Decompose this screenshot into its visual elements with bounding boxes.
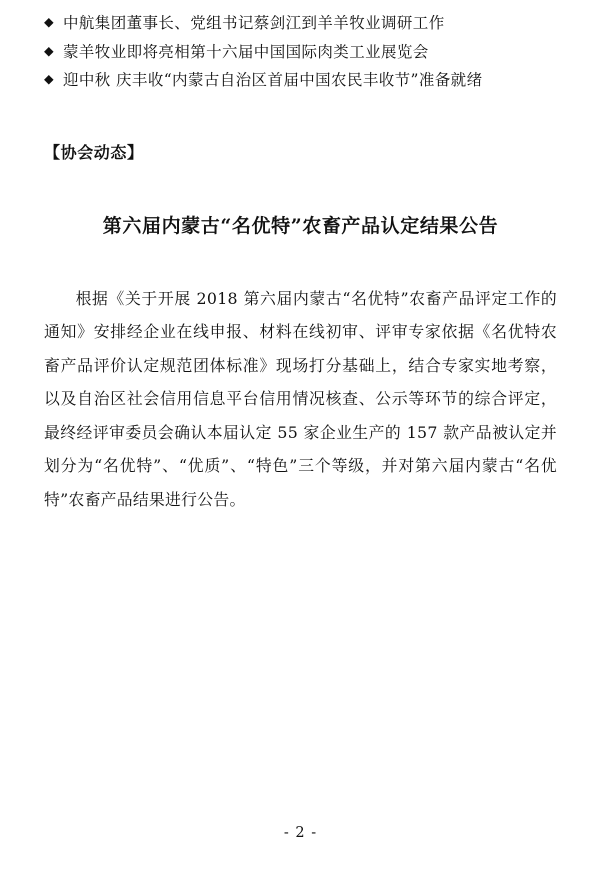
- diamond-bullet-icon: ◆: [44, 14, 55, 29]
- list-item-label: 蒙羊牧业即将亮相第十六届中国国际肉类工业展览会: [63, 42, 429, 61]
- list-item: [44, 39, 557, 66]
- section-heading: 【协会动态】: [44, 142, 144, 162]
- body-paragraph: 根据《关于开展 2018 第六届内蒙古“名优特”农畜产品评定工作的通知》安排经企业在线申报、材料在线初审、评审专家依据《名优特农畜产品评价认定规范团体标准》现场打分基础上，结合专家实地考察，以及自治区社会信用信息平台信用情况核查、公示等环节的综合评定，最终经评审委员会确认本届认定 55 家企业生产的 157 款产品被认定并划分为“名优特”、“优质”、“特色”三个等级，并对第六届内蒙古“名优特”农畜产品结果进行公告。: [44, 288, 557, 509]
- list-item-label: 迎中秋 庆丰收“内蒙古自治区首届中国农民丰收节”准备就绪: [63, 71, 483, 90]
- diamond-bullet-icon: ◆: [44, 42, 55, 58]
- list-item: [44, 67, 557, 94]
- list-item: [44, 10, 557, 37]
- list-item-label: 中航集团董事长、党组书记蔡剑江到羊羊牧业调研工作: [63, 14, 445, 32]
- page-title: 第六届内蒙古“名优特”农畜产品认定结果公告: [102, 214, 499, 237]
- headline-bullet-list: [44, 0, 557, 94]
- page-number: - 2 -: [283, 825, 318, 841]
- diamond-bullet-icon: ◆: [44, 71, 55, 87]
